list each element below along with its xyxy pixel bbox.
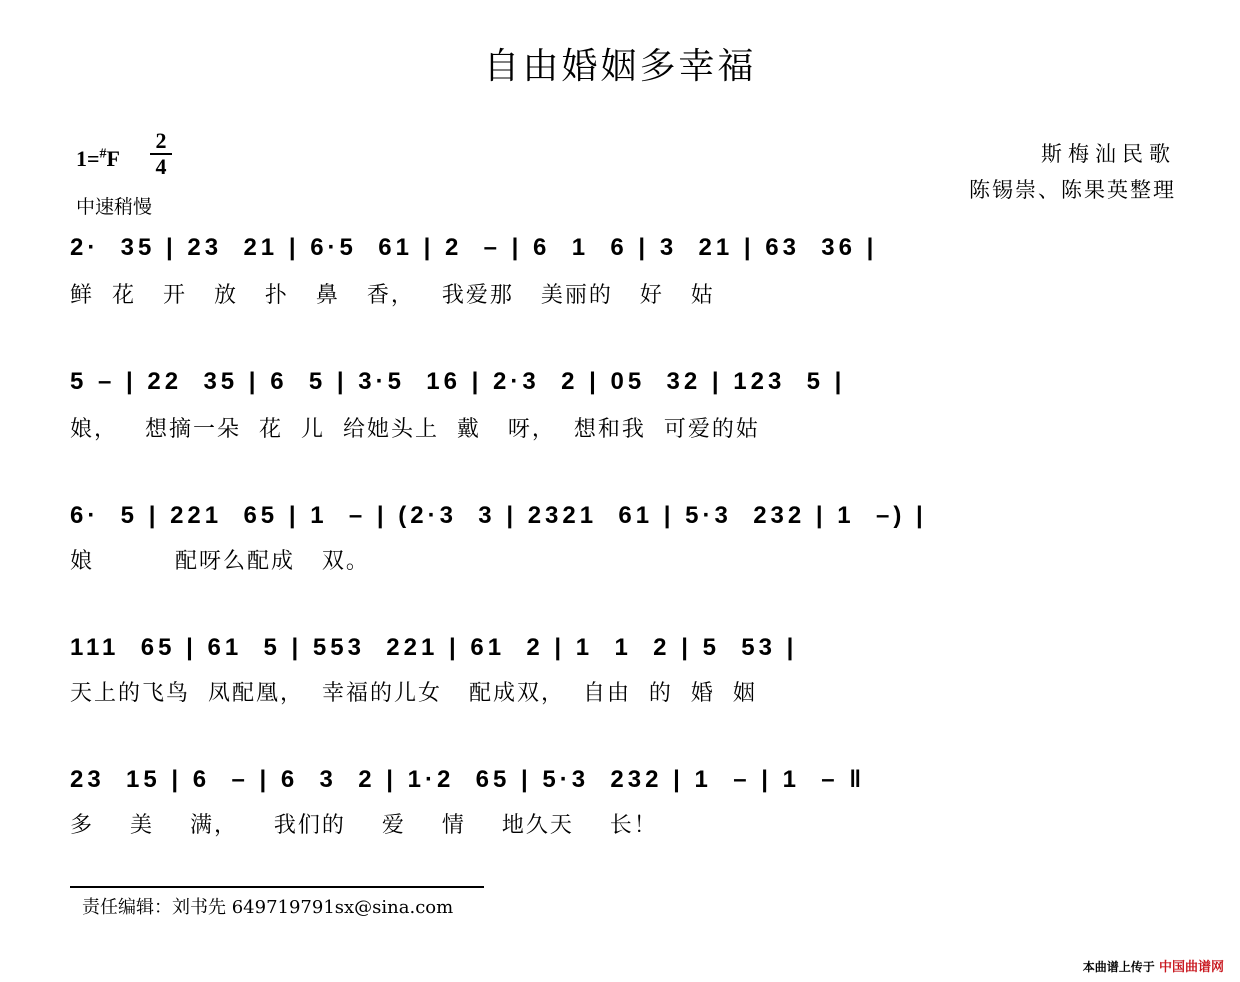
site-logo[interactable]: 中国曲谱网 xyxy=(1158,960,1224,975)
meter-top: 2 xyxy=(155,128,167,153)
lyrics-row-5: 多 美 满， 我们的 爱 情 地久天 长！ xyxy=(70,813,658,838)
time-signature xyxy=(150,130,172,178)
page-title: 自由婚姻多幸福 xyxy=(483,46,757,87)
tempo-marking: 中速稍慢 xyxy=(76,196,153,218)
lyrics-row-1: 鲜 花 开 放 扑 鼻 香， 我爱那 美丽的 好 姑 xyxy=(70,283,715,308)
notation-row-1: 2· 35 | 23 21 | 6·5 61 | 2 – | 6 1 6 | 3 21 | 63 36 | xyxy=(70,234,878,261)
sharp-sign: # xyxy=(99,146,107,162)
footer-divider xyxy=(70,886,484,888)
upload-credit xyxy=(1083,956,1224,975)
notation-row-5: 23 15 | 6 – | 6 3 2 | 1·2 65 | 5·3 232 | 1 – | 1 – ‖ xyxy=(70,766,866,793)
editor-credit: 责任编辑：刘书先 649719791sx@sina.com xyxy=(82,897,454,918)
notation-row-4: 111 65 | 61 5 | 553 221 | 61 2 | 1 1 2 | 5 53 | xyxy=(70,634,798,661)
upload-text: 本曲谱上传于 xyxy=(1082,960,1155,974)
source-credit: 斯梅汕民歌 xyxy=(1041,142,1176,166)
key-note: F xyxy=(106,146,120,171)
lyrics-row-3: 娘 配呀么配成 双。 xyxy=(70,549,370,574)
notation-row-3: 6· 5 | 221 65 | 1 – | (2·3 3 | 2321 61 | 5·3 232 | 1 –) | xyxy=(70,502,927,529)
lyrics-row-2: 娘， 想摘一朵 花 儿 给她头上 戴 呀， 想和我 可爱的姑 xyxy=(70,417,760,442)
arranger-credit: 陈锡崇、陈果英整理 xyxy=(969,178,1176,202)
lyrics-row-4: 天上的飞鸟 凤配凰， 幸福的儿女 配成双， 自由 的 婚 姻 xyxy=(70,681,757,706)
key-signature xyxy=(76,146,120,172)
meter-bottom: 4 xyxy=(155,154,167,179)
key-prefix: 1= xyxy=(76,146,100,171)
notation-row-2: 5 – | 22 35 | 6 5 | 3·5 16 | 2·3 2 | 05 32 | 123 5 | xyxy=(70,368,846,395)
